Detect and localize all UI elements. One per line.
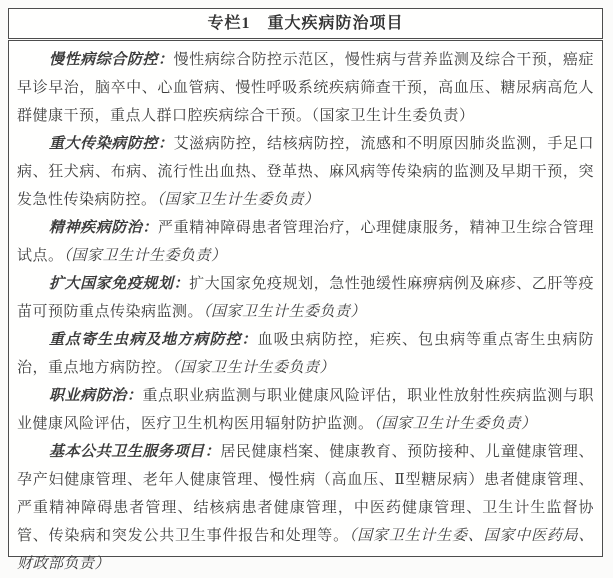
- paragraph-lead-label: 慢性病综合防控：: [49, 52, 174, 68]
- paragraph-body-text: 扩大国家免疫规划，急性弛缓性麻痹病例及麻疹、乙肝等疫苗可预防重点传染病监测。: [17, 276, 594, 320]
- paragraph: [17, 382, 594, 438]
- paragraph-body-text: 血吸虫病防控，疟疾、包虫病等重点寄生虫病防治，重点地方病防控。: [17, 332, 594, 376]
- paragraph-lead-label: 基本公共卫生服务项目：: [49, 444, 221, 460]
- paragraph-lead-label: 职业病防治：: [49, 388, 143, 404]
- paragraph-body-text: 严重精神障碍患者管理治疗，心理健康服务，精神卫生综合管理试点。: [17, 220, 594, 264]
- responsibility-note: （国家卫生计生委负责）: [203, 304, 367, 320]
- paragraph-lead-label: 重点寄生虫病及地方病防控：: [49, 332, 258, 348]
- responsibility-note: （国家卫生计生委、国家中医药局、财政部负责）: [17, 528, 594, 572]
- responsibility-note: （国家卫生计生委负责）: [172, 360, 336, 376]
- paragraph: [17, 214, 594, 270]
- responsibility-note: （国家卫生计生委负责）: [63, 248, 227, 264]
- panel-title: 专栏1 重大疾病防治项目: [8, 8, 603, 39]
- paragraph-body-text: 居民健康档案、健康教育、预防接种、儿童健康管理、孕产妇健康管理、老年人健康管理、慢性病（高血压、Ⅱ型糖尿病）患者健康管理、严重精神障碍患者管理、结核病患者健康管理，中医药健康管理、卫生计生监督协管、传染病和突发公共卫生事件报告和处理等。: [17, 444, 594, 544]
- paragraph-lead-label: 精神疾病防治：: [49, 220, 159, 236]
- responsibility-note: （国家卫生计生委负责）: [156, 192, 320, 208]
- major-disease-panel: [8, 8, 603, 572]
- paragraph-body-text: 慢性病综合防控示范区，慢性病与营养监测及综合干预，癌症早诊早治，脑卒中、心血管病、慢性呼吸系统疾病筛查干预，高血压、糖尿病高危人群健康干预，重点人群口腔疾病综合干预。: [17, 52, 594, 124]
- responsibility-note: （国家卫生计生委负责）: [373, 416, 537, 432]
- paragraph-body-text: 艾滋病防控，结核病防控，流感和不明原因肺炎监测，手足口病、狂犬病、布病、流行性出血热、登革热、麻风病等传染病的监测及早期干预，突发急性传染病防控。: [17, 136, 594, 208]
- paragraph: [17, 130, 594, 214]
- paragraph: [17, 326, 594, 382]
- responsibility-note: （国家卫生计生委负责）: [311, 108, 475, 124]
- paragraph-lead-label: 扩大国家免疫规划：: [49, 276, 190, 292]
- paragraph: [17, 46, 594, 130]
- paragraph-lead-label: 重大传染病防控：: [49, 136, 174, 152]
- panel-body: [8, 40, 603, 572]
- paragraph-body-text: 重点职业病监测与职业健康风险评估，职业性放射性疾病监测与职业健康风险评估，医疗卫生机构医用辐射防护监测。: [17, 388, 594, 432]
- paragraph: [17, 270, 594, 326]
- paragraph: [17, 438, 594, 578]
